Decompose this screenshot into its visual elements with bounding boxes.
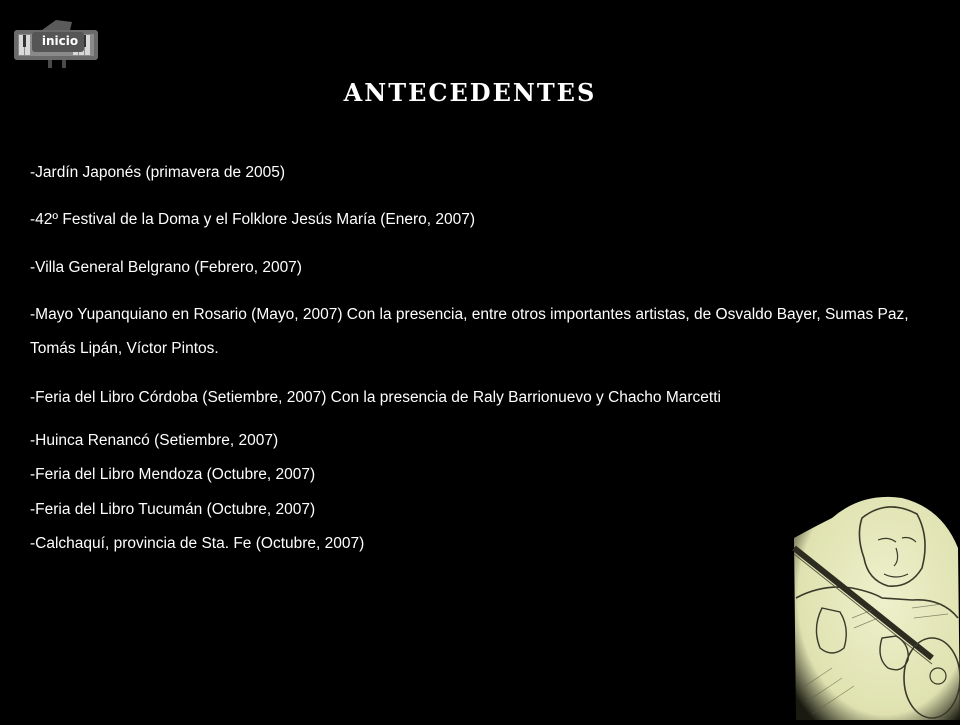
page-title: antecedentes [343, 70, 597, 110]
list-item: -Huinca Renancó (Setiembre, 2007) [30, 432, 279, 449]
home-label: inicio [41, 34, 79, 48]
list-item: -42º Festival de la Doma y el Folklore Jesús María (Enero, 2007) [30, 211, 476, 228]
home-button[interactable] [12, 16, 104, 68]
list-item: -Mayo Yupanquiano en Rosario (Mayo, 2007) Con la presencia, entre otros importantes artistas, de Osvaldo Bayer, Sumas Paz, Tomás Lipán, Víctor Pintos. [30, 306, 909, 357]
list-item: -Jardín Japonés (primavera de 2005) [30, 164, 286, 181]
list-item: -Villa General Belgrano (Febrero, 2007) [30, 259, 302, 276]
list-item: -Feria del Libro Córdoba (Setiembre, 2007) Con la presencia de Raly Barrionuevo y Chacho Marcetti [30, 389, 721, 406]
list-item: -Feria del Libro Tucumán (Octubre, 2007) [30, 501, 316, 518]
list-item: -Feria del Libro Mendoza (Octubre, 2007) [30, 466, 316, 483]
guitarist-portrait-image [792, 488, 960, 720]
list-item: -Calchaquí, provincia de Sta. Fe (Octubre, 2007) [30, 535, 365, 552]
